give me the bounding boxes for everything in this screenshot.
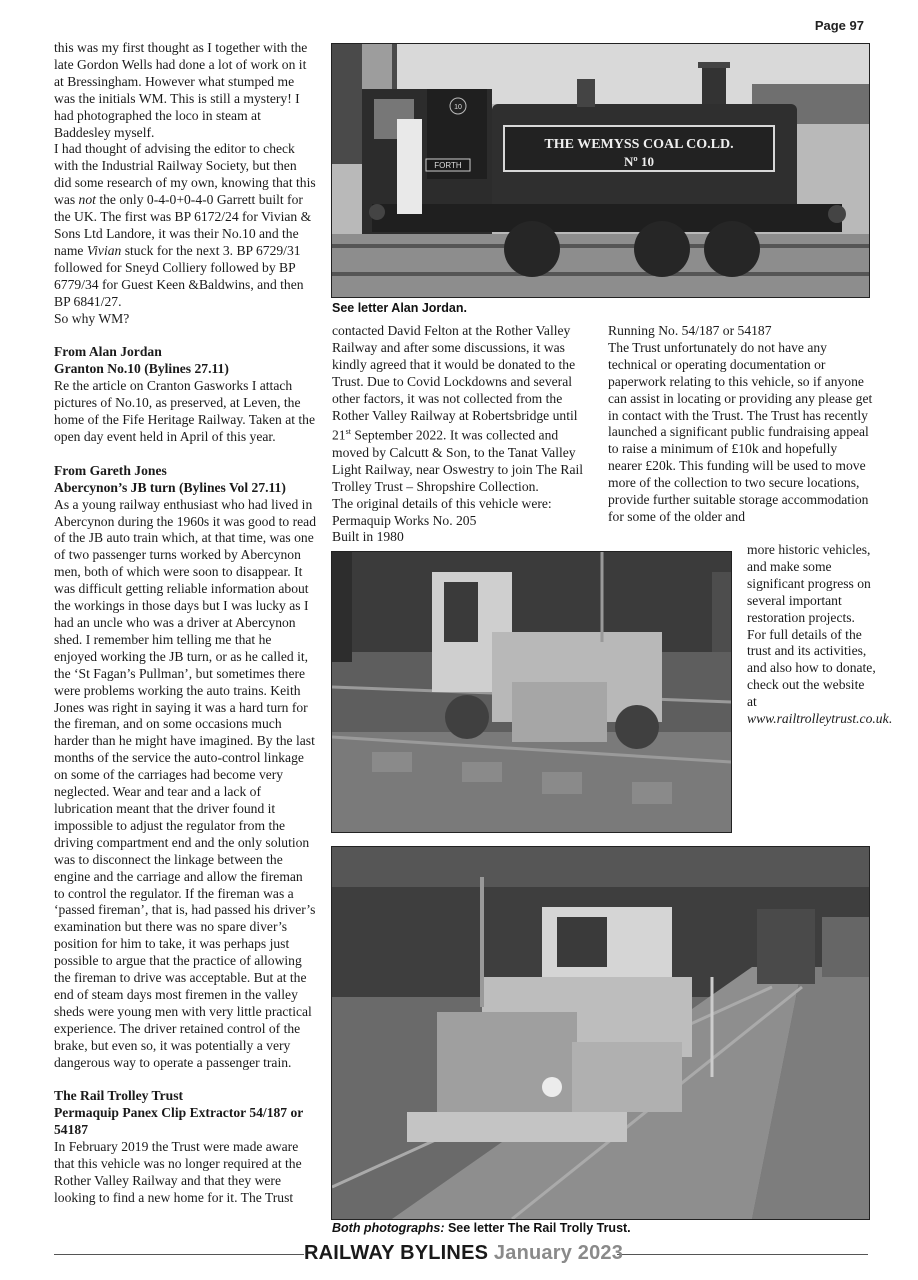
paragraph: more historic vehicles, and make some significant progress on several important restoration projects. For full details of the trust and its activities, and also how to donate, check out the website at www.railtrolleytrust.co.uk. <box>747 542 893 727</box>
caption-photo-1: See letter Alan Jordan. <box>332 301 467 315</box>
page-number: Page 97 <box>814 18 864 33</box>
paragraph: I had thought of advising the editor to check with the Industrial Railway Society, but then did some research of my own, knowing that this was not the only 0-4-0+0-4-0 Garrett built for the UK. The first was BP 6172/24 for Vivian & Sons Ltd Landore, it was their No.10 and the name Vivian stuck for the next 3. BP 6729/31 followed for Sneyd Colliery followed by BP 6779/34 for Guest Keen &Baldwins, and then BP 6841/27. <box>54 141 316 309</box>
letter-subject-heading: Granton No.10 (Bylines 27.11) <box>54 361 229 377</box>
letter-subject-heading: Abercynon’s JB turn (Bylines Vol 27.11) <box>54 479 286 495</box>
letter-from-heading: The Rail Trolley Trust <box>54 1088 184 1104</box>
paragraph: So why WM? <box>54 310 130 326</box>
column-right-wrap <box>747 542 893 728</box>
cab-number-text: 10 <box>454 104 462 111</box>
column-right <box>608 323 873 526</box>
footer-rule-right <box>617 1254 868 1255</box>
paragraph: As a young railway enthusiast who had lived in Abercynon during the 1960s it was good to read of the JB auto train which, at that time, was one of two passenger turns worked by Abercynon men, both of which were soon to disappear. It was difficult getting reliable information about the workings in those days but I was lucky as I had an uncle who was a driver at Abercynon shed. I remember him telling me that he enjoyed working the JB turn, or as he called it, the ‘St Fagan’s Pullman’, but sometimes there were problems working the auto trains. Keith Jones was right in saying it was a hard turn for the fireman, and on some occasions much harder than he might have imagined. By the last months of the service the auto-control linkage on some of the carriages had become very neglected. Wear and tear and a lack of lubrication meant that the driver found it impossible to adjust the regulator from the driving compartment end and the only solution was to disconnect the linkage between the engine and the carriage and allow the fireman to control the regulator. If the fireman was a ‘passed fireman’, that is, had passed his driver’s examination but there was no spare diver’s position for him to take, it was perhaps just possible to argue that the practice of allowing the fireman to drive was acceptable. But at the end of steam days most firemen in the valley sheds were young men with very little practical experience. The driver retained control of the brake, but even so, it was potentially a very dangerous way to operate a passenger train. <box>54 496 317 1070</box>
photo-wemyss-locomotive <box>331 43 870 298</box>
column-middle <box>332 323 594 546</box>
footer-rule-left <box>54 1254 304 1255</box>
letter-subject-heading: Permaquip Panex Clip Extractor 54/187 or 54187 <box>54 1105 304 1138</box>
loco-number-text: Nº 10 <box>624 154 654 169</box>
paragraph: Re the article on Cranton Gasworks I attach pictures of No.10, as preserved, at Leven, the home of the Fife Heritage Railway. Taken at the open day event held in April of this year. <box>54 378 316 444</box>
paragraph: contacted David Felton at the Rother Valley Railway and after some discussions, it was kindly agreed that it would be donated to the Trust. Due to Covid Lockdowns and several other factors, it was not collected from the Rother Valley Railway at Robertsbridge until 21st September 2022. It was collected and moved by Calcutt & Son, to the Tanat Valley Light Railway, near Oswestry to join The Rail Trolley Trust – Shropshire Collection. <box>332 323 584 494</box>
loco-nameplate-text: THE WEMYSS COAL CO.LD. <box>544 137 734 152</box>
paragraph: Permaquip Works No. 205 <box>332 512 477 528</box>
website-link[interactable]: www.railtrolleytrust.co.uk <box>747 711 889 727</box>
column-left <box>54 40 316 1207</box>
caption-photos-2-3: Both photographs: See letter The Rail Trolly Trust. <box>332 1221 631 1235</box>
footer <box>304 1242 624 1265</box>
paragraph: Built in 1980 <box>332 529 404 545</box>
paragraph: In February 2019 the Trust were made aware that this vehicle was no longer required at the Rother Valley Railway and that they were looking to find a new home for it. The Trust <box>54 1139 302 1205</box>
paragraph: The original details of this vehicle were: <box>332 495 552 511</box>
paragraph: Running No. 54/187 or 54187 The Trust unfortunately do not have any technical or operating documentation or paperwork relating to this vehicle, so if anyone can assist in locating or providing any please get in contact with the Trust. The Trust has recently launched a significant public fundraising appeal to raise a minimum of £10k and hopefully nearer £20k. This funding will be used to move more of the collection to two secure locations, provide further suitable storage accommodation for some of the older and <box>608 323 873 524</box>
magazine-title: RAILWAY BYLINES <box>304 1242 489 1264</box>
forth-plate-text: FORTH <box>434 161 462 170</box>
paragraph: this was my first thought as I together with the late Gordon Wells had done a lot of work on it at Bressingham. However what stumped me was the initials WM. This is still a mystery! I had photographed the loco in steam at Baddesley myself. <box>54 40 308 140</box>
photo-trolley-1 <box>331 551 732 833</box>
issue-date: January 2023 <box>493 1242 624 1264</box>
letter-from-heading: From Gareth Jones <box>54 462 167 478</box>
letter-from-heading: From Alan Jordan <box>54 344 162 360</box>
photo-trolley-2 <box>331 846 870 1220</box>
